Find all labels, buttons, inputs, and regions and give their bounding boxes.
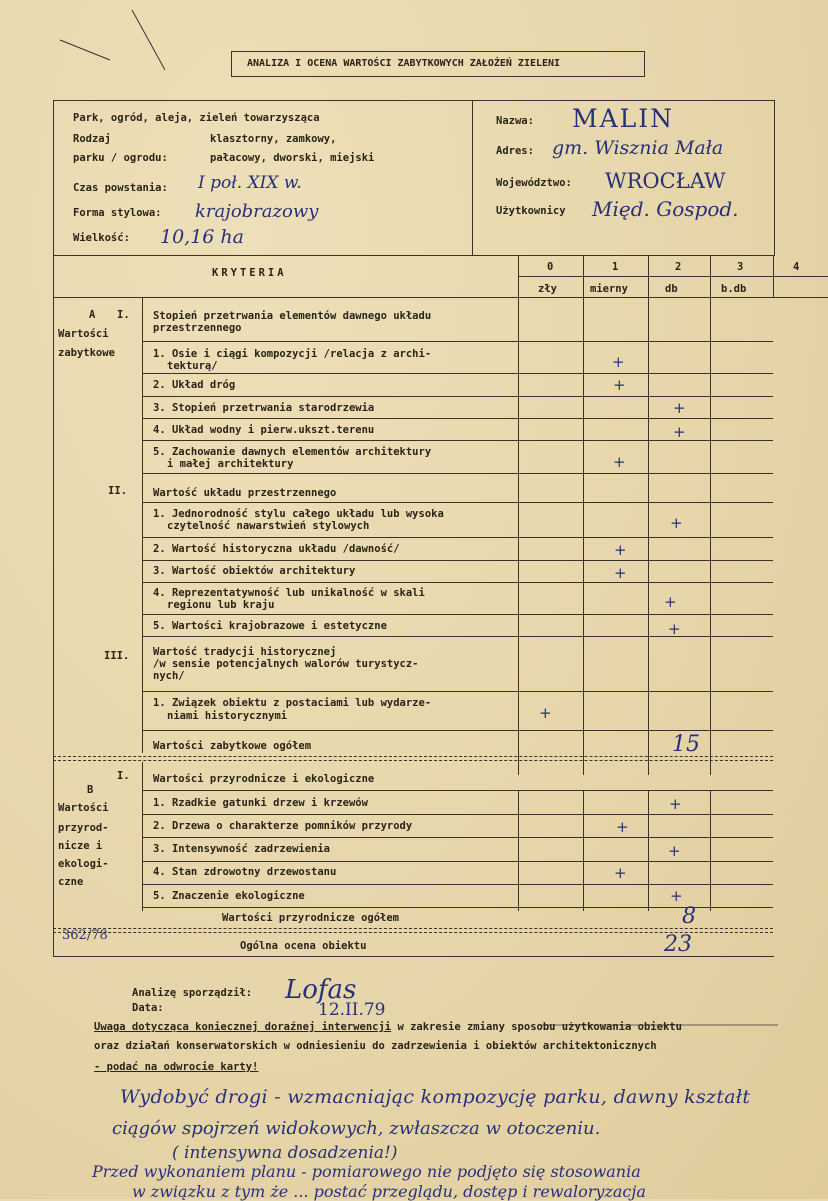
score-label-3: b.db: [721, 283, 747, 295]
rodzaj-options-1: klasztorny, zamkowy,: [210, 133, 337, 145]
czas-label: Czas powstania:: [73, 182, 168, 194]
section-b-name-3: nicze i: [58, 840, 103, 852]
b-item1-mark: +: [669, 795, 682, 813]
g1-item5-l1: 5. Zachowanie dawnych elementów architektury: [153, 446, 432, 458]
row-line: [142, 837, 773, 838]
row-line: [142, 691, 773, 692]
section-b-name-1: Wartości: [58, 802, 109, 814]
row-line: [142, 582, 773, 583]
b-item3: 3. Intensywność zadrzewienia: [153, 843, 331, 855]
b-item4-mark: +: [614, 864, 627, 882]
rodzaj-label: Rodzaj: [73, 133, 111, 145]
score-label-1: mierny: [590, 283, 628, 295]
adres-value: gm. Wisznia Mała: [552, 137, 724, 159]
g2-item2: 2. Wartość historyczna układu /dawność/: [153, 543, 400, 555]
score-3: 3: [737, 261, 744, 273]
section-b-group-title: Wartości przyrodnicze i ekologiczne: [153, 773, 375, 785]
row-line: [142, 861, 773, 862]
group1-title-1: Stopień przetrwania elementów dawnego układu: [153, 310, 432, 322]
b-item4: 4. Stan zdrowotny drzewostanu: [153, 866, 337, 878]
row-line: [142, 560, 773, 561]
prepared-label: Analizę sporządził:: [132, 987, 253, 999]
row-line: [142, 614, 773, 615]
score-2: 2: [675, 261, 682, 273]
section-b-roman1: I.: [117, 770, 130, 782]
g1-item5-mark: +: [613, 453, 626, 471]
kryteria-header: KRYTERIA: [212, 267, 287, 279]
parku-label: parku / ogrodu:: [73, 152, 168, 164]
section-b-total-value: 8: [682, 904, 696, 929]
col-divider-0: [518, 255, 519, 775]
col-divider-2: [648, 255, 649, 775]
date-label: Data:: [132, 1002, 164, 1014]
g2-item1-l1: 1. Jednorodność stylu całego układu lub wysoka: [153, 508, 444, 520]
wojewodztwo-label: Województwo:: [496, 177, 572, 189]
b-item1: 1. Rzadkie gatunki drzew i krzewów: [153, 797, 368, 809]
section-a-name-2: zabytkowe: [58, 347, 115, 359]
row-line: [142, 814, 773, 815]
score-header-divider: [518, 276, 828, 277]
col-divider-1: [583, 255, 584, 775]
score-label-2: db: [665, 283, 678, 295]
overall-label: Ogólna ocena obiektu: [240, 940, 367, 952]
group1-title-2: przestrzennego: [153, 322, 242, 334]
section-a-total-label: Wartości zabytkowe ogółem: [153, 740, 312, 752]
row-line: [142, 418, 773, 419]
g2-item2-mark: +: [614, 541, 627, 559]
g1-item4: 4. Układ wodny i pierw.ukszt.terenu: [153, 424, 375, 436]
group2-title: Wartość układu przestrzennego: [153, 487, 337, 499]
adres-label: Adres:: [496, 145, 534, 157]
g3-item1-l2: niami historycznymi: [167, 710, 288, 722]
document-ref: 362/78: [62, 928, 108, 943]
handwritten-note-1: Wydobyć drogi - wzmacniając kompozycję parku, dawny kształt: [120, 1086, 751, 1108]
section-a-letter: A: [89, 309, 96, 321]
col-divider-1b: [583, 790, 584, 911]
note-line-1: [94, 1021, 682, 1033]
section-b-name-2: przyrod-: [58, 822, 109, 834]
handwritten-note-4: Przed wykonaniem planu - pomiarowego nie podjęto się stosowania: [92, 1162, 641, 1181]
note-underlined: Uwaga dotycząca koniecznej doraźnej interwencji: [94, 1021, 392, 1033]
row-line: [142, 907, 773, 908]
row-line: [142, 730, 773, 731]
g2-item4-l2: regionu lub kraju: [167, 599, 275, 611]
forma-label: Forma stylowa:: [73, 207, 162, 219]
forma-value: krajobrazowy: [195, 201, 319, 222]
score-1: 1: [612, 261, 619, 273]
row-line: [142, 396, 773, 397]
nazwa-label: Nazwa:: [496, 115, 534, 127]
page-title: ANALIZA I OCENA WARTOŚCI ZABYTKOWYCH ZAŁOŻEŃ ZIELENI: [247, 58, 561, 69]
score-0: 0: [547, 261, 554, 273]
signature: Lofas: [285, 975, 357, 1005]
g2-item4-l1: 4. Reprezentatywność lub unikalność w skali: [153, 587, 425, 599]
b-item3-mark: +: [668, 842, 681, 860]
g1-item2: 2. Układ dróg: [153, 379, 236, 391]
row-line: [142, 502, 773, 503]
b-item5-mark: +: [670, 887, 683, 905]
section-a-total-value: 15: [672, 732, 700, 757]
row-line: [142, 473, 773, 474]
note-rest: w zakresie zmiany sposobu użytkowania obiektu: [391, 1021, 682, 1033]
row-line: [142, 373, 773, 374]
g1-item3: 3. Stopień przetrwania starodrzewia: [153, 402, 375, 414]
section-a-name-1: Wartości: [58, 328, 109, 340]
row-line: [142, 341, 773, 342]
g2-item5: 5. Wartości krajobrazowe i estetyczne: [153, 620, 387, 632]
section-b-name-4: ekologi-: [58, 858, 109, 870]
czas-value: I poł. XIX w.: [198, 173, 302, 193]
handwritten-note-5: w związku z tym że ... postać przeglądu, dostęp i rewaloryzacja: [132, 1182, 646, 1201]
wielkosc-value: 10,16 ha: [160, 226, 244, 248]
row-line: [142, 790, 773, 791]
overall-value: 23: [664, 932, 692, 957]
header-bottom-line: [53, 297, 828, 298]
section-a-roman1: I.: [117, 309, 130, 321]
group3-title-2: /w sensie potencjalnych walorów turystycz-: [153, 658, 419, 670]
g1-item1-l1: 1. Osie i ciągi kompozycji /relacja z archi-: [153, 348, 432, 360]
col-divider-3: [710, 255, 711, 775]
section-a-roman3: III.: [104, 650, 130, 662]
score-4: 4: [793, 261, 800, 273]
row-line: [142, 440, 773, 441]
g2-item3-mark: +: [614, 564, 627, 582]
nazwa-value: MALIN: [572, 104, 675, 133]
row-line: [142, 884, 773, 885]
wielkosc-label: Wielkość:: [73, 232, 130, 244]
note-line-3: - podać na odwrocie karty!: [94, 1061, 259, 1073]
park-type-label: Park, ogród, aleja, zieleń towarzysząca: [73, 112, 320, 124]
g3-item1-mark: +: [539, 704, 552, 722]
row-line: [142, 636, 773, 637]
col-divider-3b: [710, 790, 711, 911]
section-a-roman2: II.: [108, 485, 127, 497]
col-divider-2b: [648, 790, 649, 911]
uzytkownicy-value: Międ. Gospod.: [592, 197, 739, 221]
section-b-letter: B: [87, 784, 94, 796]
row-line: [142, 537, 773, 538]
g2-item1-l2: czytelność nawarstwień stylowych: [167, 520, 370, 532]
date-value: 12.II.79: [318, 1000, 386, 1020]
g2-item5-mark: +: [668, 620, 681, 638]
section-b-name-5: czne: [58, 876, 84, 888]
col-divider-left: [142, 297, 143, 753]
rodzaj-options-2: pałacowy, dworski, miejski: [210, 152, 375, 164]
g1-item3-mark: +: [673, 399, 686, 417]
uzytkownicy-label: Użytkownicy: [496, 205, 566, 217]
col-divider-0b: [518, 790, 519, 911]
handwritten-note-3: ( intensywna dosadzenia!): [172, 1143, 398, 1163]
b-item2-mark: +: [616, 818, 629, 836]
g2-item4-mark: +: [664, 593, 677, 611]
group3-title-3: nych/: [153, 670, 185, 682]
g2-item1-mark: +: [670, 514, 683, 532]
g1-item4-mark: +: [673, 423, 686, 441]
group3-title-1: Wartość tradycji historycznej: [153, 646, 337, 658]
section-separator: [53, 756, 773, 761]
wojewodztwo-value: WROCŁAW: [605, 169, 726, 193]
g1-item1-l2: tekturą/: [167, 360, 218, 372]
g1-item1-mark: +: [612, 353, 625, 371]
info-divider: [472, 100, 473, 255]
section-b-total-label: Wartości przyrodnicze ogółem: [222, 912, 400, 924]
handwritten-note-2: ciągów spojrzeń widokowych, zwłaszcza w otoczeniu.: [112, 1118, 601, 1139]
g3-item1-l1: 1. Związek obiektu z postaciami lub wydarze-: [153, 697, 432, 709]
score-label-0: zły: [538, 283, 557, 295]
g1-item2-mark: +: [613, 376, 626, 394]
g1-item5-l2: i małej architektury: [167, 458, 294, 470]
b-item2: 2. Drzewa o charakterze pomników przyrody: [153, 820, 413, 832]
g2-item3: 3. Wartość obiektów architektury: [153, 565, 356, 577]
b-item5: 5. Znaczenie ekologiczne: [153, 890, 305, 902]
note-line-2: oraz działań konserwatorskich w odniesieniu do zadrzewienia i obiektów architektonicznych: [94, 1040, 657, 1052]
